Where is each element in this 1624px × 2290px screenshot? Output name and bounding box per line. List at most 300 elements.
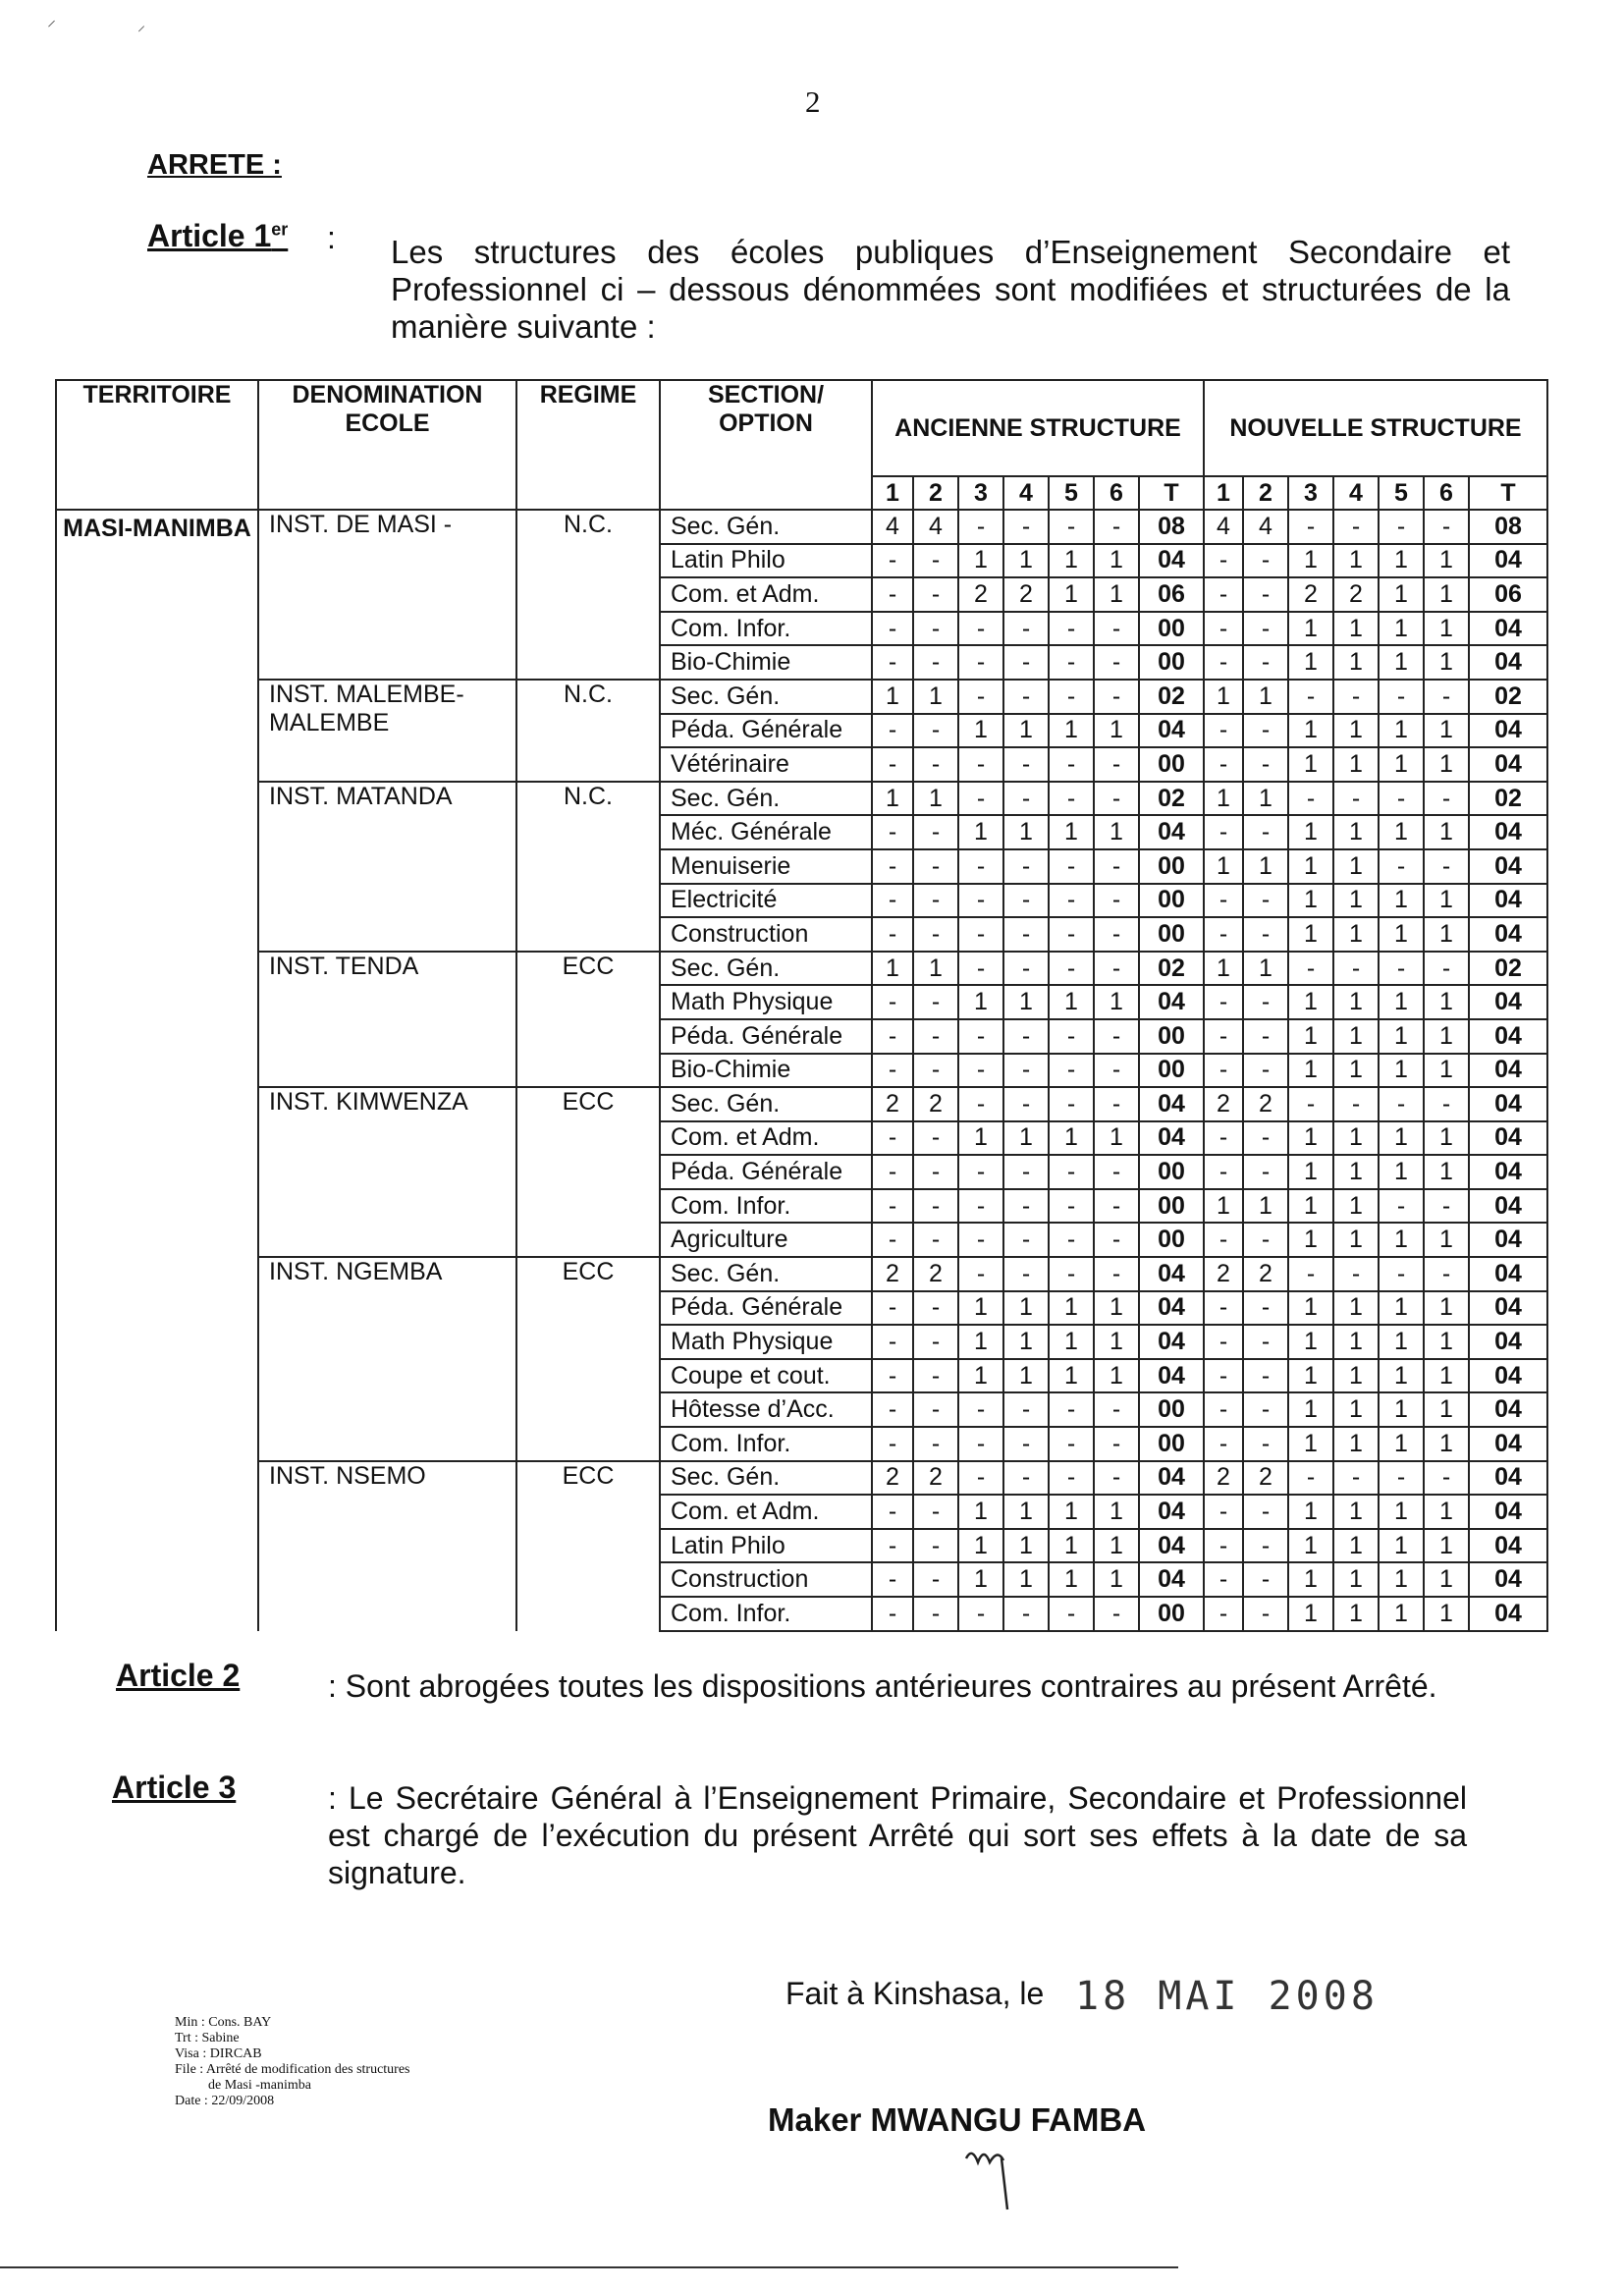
nouvelle-cell: 1: [1288, 544, 1333, 578]
ancienne-cell: 1: [1003, 1121, 1049, 1156]
section-option: Vétérinaire: [660, 747, 872, 782]
ancienne-cell: 4: [913, 510, 958, 544]
nouvelle-cell: 1: [1379, 1325, 1424, 1359]
nouvelle-cell: 1: [1288, 1223, 1333, 1257]
nouvelle-cell: -: [1243, 1597, 1288, 1631]
ancienne-total: 00: [1139, 1019, 1204, 1054]
section-option: Math Physique: [660, 985, 872, 1019]
nouvelle-cell: 1: [1333, 1392, 1379, 1427]
ancienne-cell: 1: [958, 1359, 1003, 1393]
article-2-text: : Sont abrogées toutes les dispositions antérieures contraires au présent Arrêté.: [328, 1668, 1437, 1704]
nouvelle-cell: 2: [1243, 1087, 1288, 1121]
ancienne-cell: 1: [1094, 1291, 1139, 1326]
ancienne-cell: 1: [1049, 544, 1094, 578]
nouvelle-cell: -: [1288, 510, 1333, 544]
ancienne-cell: -: [958, 645, 1003, 680]
nouvelle-cell: -: [1243, 917, 1288, 952]
ancienne-cell: -: [913, 1495, 958, 1529]
nouvelle-cell: -: [1243, 985, 1288, 1019]
nouvelle-cell: -: [1333, 1087, 1379, 1121]
ancienne-cell: -: [913, 1189, 958, 1224]
nouvelle-cell: -: [1424, 782, 1469, 816]
ancienne-cell: -: [913, 1529, 958, 1563]
col-header-ancienne: 5: [1049, 476, 1094, 510]
ancienne-cell: 1: [1049, 1529, 1094, 1563]
nouvelle-cell: 1: [1204, 782, 1243, 816]
section-option: Péda. Générale: [660, 1019, 872, 1054]
ancienne-cell: -: [1003, 849, 1049, 884]
nouvelle-cell: -: [1379, 1189, 1424, 1224]
nouvelle-cell: 1: [1379, 645, 1424, 680]
nouvelle-cell: 1: [1333, 1529, 1379, 1563]
fait-a-kinshasa: Fait à Kinshasa, le: [785, 1976, 1045, 2011]
nouvelle-cell: 1: [1333, 1223, 1379, 1257]
ancienne-cell: -: [1049, 952, 1094, 986]
nouvelle-cell: -: [1204, 1223, 1243, 1257]
nouvelle-cell: 1: [1288, 645, 1333, 680]
nouvelle-cell: 1: [1424, 1392, 1469, 1427]
section-option: Hôtesse d’Acc.: [660, 1392, 872, 1427]
nouvelle-cell: -: [1243, 577, 1288, 612]
ancienne-cell: -: [872, 1597, 913, 1631]
nouvelle-total: 04: [1469, 1597, 1547, 1631]
nouvelle-cell: 1: [1288, 1291, 1333, 1326]
ancienne-total: 00: [1139, 1427, 1204, 1461]
ancienne-total: 04: [1139, 1461, 1204, 1496]
nouvelle-cell: 2: [1243, 1257, 1288, 1291]
ancienne-total: 04: [1139, 1291, 1204, 1326]
nouvelle-cell: -: [1243, 1359, 1288, 1393]
ancienne-cell: -: [958, 1054, 1003, 1088]
ancienne-cell: -: [1094, 1597, 1139, 1631]
ancienne-cell: -: [1094, 849, 1139, 884]
meta-line: Min : Cons. BAY: [175, 2015, 272, 2030]
ancienne-cell: -: [1003, 1189, 1049, 1224]
nouvelle-cell: 1: [1333, 884, 1379, 918]
nouvelle-cell: -: [1204, 544, 1243, 578]
nouvelle-cell: -: [1288, 1087, 1333, 1121]
ancienne-cell: 1: [1049, 1495, 1094, 1529]
school-name: INST. MALEMBE-MALEMBE: [258, 680, 516, 782]
nouvelle-cell: 1: [1424, 544, 1469, 578]
ancienne-total: 04: [1139, 1257, 1204, 1291]
ancienne-cell: 1: [1094, 1325, 1139, 1359]
ancienne-cell: 1: [1049, 815, 1094, 849]
ancienne-cell: 1: [1003, 1359, 1049, 1393]
nouvelle-cell: -: [1288, 782, 1333, 816]
ancienne-cell: -: [913, 1562, 958, 1597]
ancienne-cell: -: [1094, 782, 1139, 816]
nouvelle-cell: 1: [1379, 1121, 1424, 1156]
ancienne-cell: -: [1003, 1392, 1049, 1427]
ancienne-total: 04: [1139, 544, 1204, 578]
nouvelle-cell: 1: [1379, 714, 1424, 748]
ancienne-total: 00: [1139, 1223, 1204, 1257]
ancienne-total: 04: [1139, 1529, 1204, 1563]
section-option: Sec. Gén.: [660, 680, 872, 714]
nouvelle-cell: -: [1243, 714, 1288, 748]
ancienne-cell: -: [872, 1359, 913, 1393]
ancienne-cell: -: [913, 884, 958, 918]
ancienne-cell: -: [958, 612, 1003, 646]
nouvelle-cell: -: [1243, 1291, 1288, 1326]
ancienne-cell: -: [872, 747, 913, 782]
school-name: INST. NSEMO: [258, 1461, 516, 1631]
ancienne-cell: 1: [1094, 985, 1139, 1019]
nouvelle-cell: 2: [1243, 1461, 1288, 1496]
nouvelle-cell: 1: [1333, 1291, 1379, 1326]
ancienne-cell: 4: [872, 510, 913, 544]
nouvelle-cell: -: [1379, 849, 1424, 884]
ancienne-cell: -: [1049, 612, 1094, 646]
ancienne-cell: -: [1049, 1257, 1094, 1291]
col-header-ancienne: T: [1139, 476, 1204, 510]
ancienne-total: 00: [1139, 1155, 1204, 1189]
nouvelle-total: 04: [1469, 1189, 1547, 1224]
nouvelle-cell: -: [1204, 917, 1243, 952]
ancienne-total: 04: [1139, 1325, 1204, 1359]
arrete-heading: ARRETE :: [147, 149, 282, 181]
ancienne-cell: 1: [958, 1121, 1003, 1156]
meta-line: de Masi -manimba: [208, 2078, 311, 2093]
ancienne-cell: -: [1003, 1597, 1049, 1631]
nouvelle-cell: -: [1204, 1392, 1243, 1427]
ancienne-cell: -: [872, 884, 913, 918]
nouvelle-cell: -: [1243, 1495, 1288, 1529]
nouvelle-cell: 2: [1204, 1461, 1243, 1496]
section-option: Coupe et cout.: [660, 1359, 872, 1393]
school-name: INST. TENDA: [258, 952, 516, 1087]
ancienne-cell: -: [1003, 884, 1049, 918]
nouvelle-cell: -: [1243, 1054, 1288, 1088]
article-1-label: Article 1er: [147, 218, 289, 253]
ancienne-cell: 1: [1003, 985, 1049, 1019]
nouvelle-cell: -: [1204, 577, 1243, 612]
nouvelle-total: 04: [1469, 1461, 1547, 1496]
nouvelle-cell: 1: [1288, 1562, 1333, 1597]
nouvelle-total: 04: [1469, 1257, 1547, 1291]
ancienne-cell: -: [872, 1121, 913, 1156]
ancienne-total: 08: [1139, 510, 1204, 544]
meta-line: Date : 22/09/2008: [175, 2094, 275, 2108]
section-option: Construction: [660, 1562, 872, 1597]
ancienne-cell: -: [1094, 1019, 1139, 1054]
ancienne-cell: -: [872, 1495, 913, 1529]
ancienne-cell: -: [958, 510, 1003, 544]
nouvelle-total: 04: [1469, 1121, 1547, 1156]
meta-line: Visa : DIRCAB: [175, 2046, 262, 2061]
nouvelle-cell: -: [1243, 1223, 1288, 1257]
ancienne-cell: -: [913, 645, 958, 680]
ancienne-cell: -: [872, 1325, 913, 1359]
ancienne-cell: -: [913, 849, 958, 884]
nouvelle-total: 02: [1469, 952, 1547, 986]
ancienne-cell: -: [872, 612, 913, 646]
nouvelle-cell: -: [1424, 1257, 1469, 1291]
nouvelle-cell: -: [1243, 1121, 1288, 1156]
ancienne-cell: -: [1049, 782, 1094, 816]
nouvelle-total: 06: [1469, 577, 1547, 612]
ancienne-cell: -: [1094, 1461, 1139, 1496]
table-row: [56, 1087, 1547, 1121]
ancienne-cell: 1: [1094, 577, 1139, 612]
ancienne-cell: -: [913, 1392, 958, 1427]
nouvelle-cell: -: [1243, 1325, 1288, 1359]
territoire-cell: MASI-MANIMBA: [56, 510, 258, 1631]
ancienne-cell: -: [913, 1325, 958, 1359]
ancienne-cell: -: [1003, 1257, 1049, 1291]
ancienne-cell: 1: [1049, 714, 1094, 748]
ancienne-cell: -: [958, 1155, 1003, 1189]
table-row: [56, 782, 1547, 816]
ancienne-total: 04: [1139, 714, 1204, 748]
nouvelle-cell: -: [1204, 1155, 1243, 1189]
ancienne-cell: 1: [958, 985, 1003, 1019]
ancienne-cell: 1: [958, 1495, 1003, 1529]
nouvelle-cell: 1: [1288, 917, 1333, 952]
col-header-nouvelle: 3: [1288, 476, 1333, 510]
nouvelle-total: 04: [1469, 815, 1547, 849]
ancienne-cell: -: [1003, 1054, 1049, 1088]
article-1-text: Les structures des écoles publiques d’Enseignement Secondaire et Professionnel ci – dessous dénommées sont modifiées et structurées de la manière suivante :: [391, 234, 1510, 345]
nouvelle-cell: -: [1379, 1461, 1424, 1496]
nouvelle-cell: 1: [1333, 1359, 1379, 1393]
ancienne-cell: -: [1094, 1223, 1139, 1257]
nouvelle-cell: 1: [1379, 612, 1424, 646]
nouvelle-cell: 1: [1424, 1562, 1469, 1597]
nouvelle-total: 04: [1469, 1019, 1547, 1054]
ancienne-cell: -: [913, 1597, 958, 1631]
school-name: INST. MATANDA: [258, 782, 516, 952]
nouvelle-cell: 1: [1333, 714, 1379, 748]
ancienne-cell: 2: [913, 1461, 958, 1496]
nouvelle-cell: 1: [1243, 680, 1288, 714]
nouvelle-cell: -: [1243, 1529, 1288, 1563]
nouvelle-cell: 1: [1288, 747, 1333, 782]
nouvelle-cell: -: [1204, 1359, 1243, 1393]
nouvelle-cell: 1: [1424, 1427, 1469, 1461]
nouvelle-cell: -: [1424, 849, 1469, 884]
ancienne-cell: -: [872, 645, 913, 680]
ancienne-cell: 1: [1003, 1325, 1049, 1359]
ancienne-cell: -: [913, 1054, 958, 1088]
ancienne-total: 02: [1139, 782, 1204, 816]
meta-line: File : Arrêté de modification des structures: [175, 2062, 410, 2077]
ancienne-cell: -: [913, 714, 958, 748]
ancienne-cell: 1: [1049, 1359, 1094, 1393]
ancienne-cell: 1: [958, 544, 1003, 578]
ancienne-cell: 1: [958, 1291, 1003, 1326]
table-row: [56, 952, 1547, 986]
nouvelle-cell: 1: [1243, 952, 1288, 986]
nouvelle-cell: -: [1243, 884, 1288, 918]
nouvelle-total: 04: [1469, 985, 1547, 1019]
table-row: [56, 1257, 1547, 1291]
nouvelle-cell: 1: [1379, 1529, 1424, 1563]
nouvelle-cell: 1: [1333, 1427, 1379, 1461]
date-stamp: 18 MAI 2008: [1075, 1974, 1379, 2019]
section-option: Sec. Gén.: [660, 782, 872, 816]
section-option: Com. Infor.: [660, 612, 872, 646]
section-option: Math Physique: [660, 1325, 872, 1359]
ancienne-total: 02: [1139, 952, 1204, 986]
ancienne-cell: -: [1049, 1427, 1094, 1461]
ancienne-cell: 1: [1049, 1562, 1094, 1597]
ancienne-cell: 1: [1003, 815, 1049, 849]
ancienne-cell: 1: [913, 680, 958, 714]
nouvelle-cell: 1: [1333, 985, 1379, 1019]
ancienne-cell: 1: [958, 714, 1003, 748]
ancienne-cell: -: [872, 815, 913, 849]
nouvelle-cell: 1: [1333, 544, 1379, 578]
ancienne-cell: -: [1094, 612, 1139, 646]
ancienne-cell: -: [872, 917, 913, 952]
ancienne-cell: -: [958, 1257, 1003, 1291]
ancienne-cell: -: [1049, 1597, 1094, 1631]
nouvelle-cell: -: [1333, 952, 1379, 986]
school-regime: ECC: [516, 1461, 660, 1631]
ancienne-cell: -: [958, 1597, 1003, 1631]
ancienne-cell: -: [872, 544, 913, 578]
ancienne-cell: -: [1049, 1189, 1094, 1224]
ancienne-cell: -: [913, 1155, 958, 1189]
nouvelle-total: 04: [1469, 544, 1547, 578]
ancienne-cell: 1: [1049, 985, 1094, 1019]
nouvelle-total: 04: [1469, 1495, 1547, 1529]
section-option: Latin Philo: [660, 544, 872, 578]
col-header-ancienne: 2: [913, 476, 958, 510]
ancienne-total: 00: [1139, 612, 1204, 646]
ancienne-cell: -: [1094, 1392, 1139, 1427]
ancienne-cell: 1: [958, 1325, 1003, 1359]
section-option: Agriculture: [660, 1223, 872, 1257]
ancienne-cell: -: [958, 1019, 1003, 1054]
header-regime: REGIME: [516, 380, 660, 510]
ancienne-cell: -: [1094, 952, 1139, 986]
nouvelle-total: 04: [1469, 1529, 1547, 1563]
ancienne-cell: -: [958, 680, 1003, 714]
ancienne-cell: -: [958, 849, 1003, 884]
nouvelle-cell: 1: [1424, 1325, 1469, 1359]
nouvelle-cell: 1: [1288, 1427, 1333, 1461]
col-header-ancienne: 1: [872, 476, 913, 510]
section-option: Latin Philo: [660, 1529, 872, 1563]
section-option: Menuiserie: [660, 849, 872, 884]
nouvelle-cell: 2: [1288, 577, 1333, 612]
ancienne-cell: -: [1003, 510, 1049, 544]
table-row: [56, 680, 1547, 714]
nouvelle-cell: 1: [1424, 1121, 1469, 1156]
ancienne-cell: -: [958, 747, 1003, 782]
ancienne-cell: -: [872, 849, 913, 884]
ancienne-cell: -: [872, 1529, 913, 1563]
nouvelle-cell: 2: [1333, 577, 1379, 612]
nouvelle-total: 02: [1469, 782, 1547, 816]
school-regime: ECC: [516, 952, 660, 1087]
nouvelle-cell: 1: [1333, 849, 1379, 884]
nouvelle-cell: 1: [1288, 1155, 1333, 1189]
ancienne-cell: 1: [1003, 1291, 1049, 1326]
nouvelle-cell: -: [1204, 815, 1243, 849]
nouvelle-cell: -: [1243, 612, 1288, 646]
corner-mark: ⸝: [47, 10, 56, 29]
nouvelle-cell: 1: [1288, 714, 1333, 748]
nouvelle-cell: 1: [1288, 815, 1333, 849]
ancienne-cell: -: [1049, 1019, 1094, 1054]
ancienne-cell: 2: [1003, 577, 1049, 612]
nouvelle-cell: -: [1204, 747, 1243, 782]
nouvelle-cell: 1: [1333, 1325, 1379, 1359]
ancienne-cell: -: [1003, 1019, 1049, 1054]
section-option: Com. Infor.: [660, 1427, 872, 1461]
nouvelle-cell: 1: [1424, 1291, 1469, 1326]
ancienne-cell: -: [1094, 645, 1139, 680]
nouvelle-cell: 1: [1333, 1189, 1379, 1224]
ancienne-cell: -: [1049, 849, 1094, 884]
nouvelle-cell: 1: [1424, 917, 1469, 952]
nouvelle-cell: -: [1243, 544, 1288, 578]
nouvelle-cell: 1: [1379, 1359, 1424, 1393]
ancienne-total: 00: [1139, 1597, 1204, 1631]
ancienne-cell: 1: [958, 1562, 1003, 1597]
col-header-ancienne: 6: [1094, 476, 1139, 510]
ancienne-cell: -: [1003, 952, 1049, 986]
ancienne-total: 04: [1139, 1087, 1204, 1121]
nouvelle-total: 08: [1469, 510, 1547, 544]
article-3-label: Article 3: [112, 1770, 237, 1805]
nouvelle-total: 04: [1469, 1155, 1547, 1189]
nouvelle-cell: 4: [1243, 510, 1288, 544]
nouvelle-total: 04: [1469, 1291, 1547, 1326]
nouvelle-cell: 1: [1379, 1291, 1424, 1326]
nouvelle-cell: -: [1243, 1427, 1288, 1461]
ancienne-cell: -: [1003, 680, 1049, 714]
col-header-ancienne: 3: [958, 476, 1003, 510]
nouvelle-cell: 1: [1333, 1155, 1379, 1189]
ancienne-cell: 1: [1049, 1121, 1094, 1156]
ancienne-cell: -: [1049, 1155, 1094, 1189]
ancienne-total: 04: [1139, 1495, 1204, 1529]
nouvelle-cell: 1: [1288, 612, 1333, 646]
nouvelle-total: 04: [1469, 1223, 1547, 1257]
header-nouvelle: NOUVELLE STRUCTURE: [1204, 380, 1547, 476]
nouvelle-cell: -: [1204, 1529, 1243, 1563]
ancienne-cell: -: [872, 1054, 913, 1088]
ancienne-cell: 1: [1094, 1529, 1139, 1563]
nouvelle-total: 04: [1469, 1562, 1547, 1597]
page-bottom-rule: [0, 2264, 1624, 2270]
structures-table: [55, 379, 1548, 1632]
nouvelle-cell: 1: [1204, 952, 1243, 986]
school-name: INST. KIMWENZA: [258, 1087, 516, 1257]
ancienne-cell: -: [913, 1291, 958, 1326]
nouvelle-cell: -: [1204, 714, 1243, 748]
section-option: Péda. Générale: [660, 714, 872, 748]
nouvelle-total: 04: [1469, 849, 1547, 884]
nouvelle-cell: -: [1204, 1054, 1243, 1088]
nouvelle-total: 04: [1469, 1054, 1547, 1088]
ancienne-total: 00: [1139, 747, 1204, 782]
ancienne-cell: -: [872, 1562, 913, 1597]
ancienne-cell: -: [872, 577, 913, 612]
nouvelle-cell: -: [1379, 782, 1424, 816]
nouvelle-total: 04: [1469, 747, 1547, 782]
nouvelle-cell: -: [1333, 510, 1379, 544]
ancienne-cell: -: [913, 917, 958, 952]
nouvelle-cell: 1: [1379, 884, 1424, 918]
nouvelle-cell: -: [1204, 1019, 1243, 1054]
nouvelle-cell: 1: [1379, 747, 1424, 782]
